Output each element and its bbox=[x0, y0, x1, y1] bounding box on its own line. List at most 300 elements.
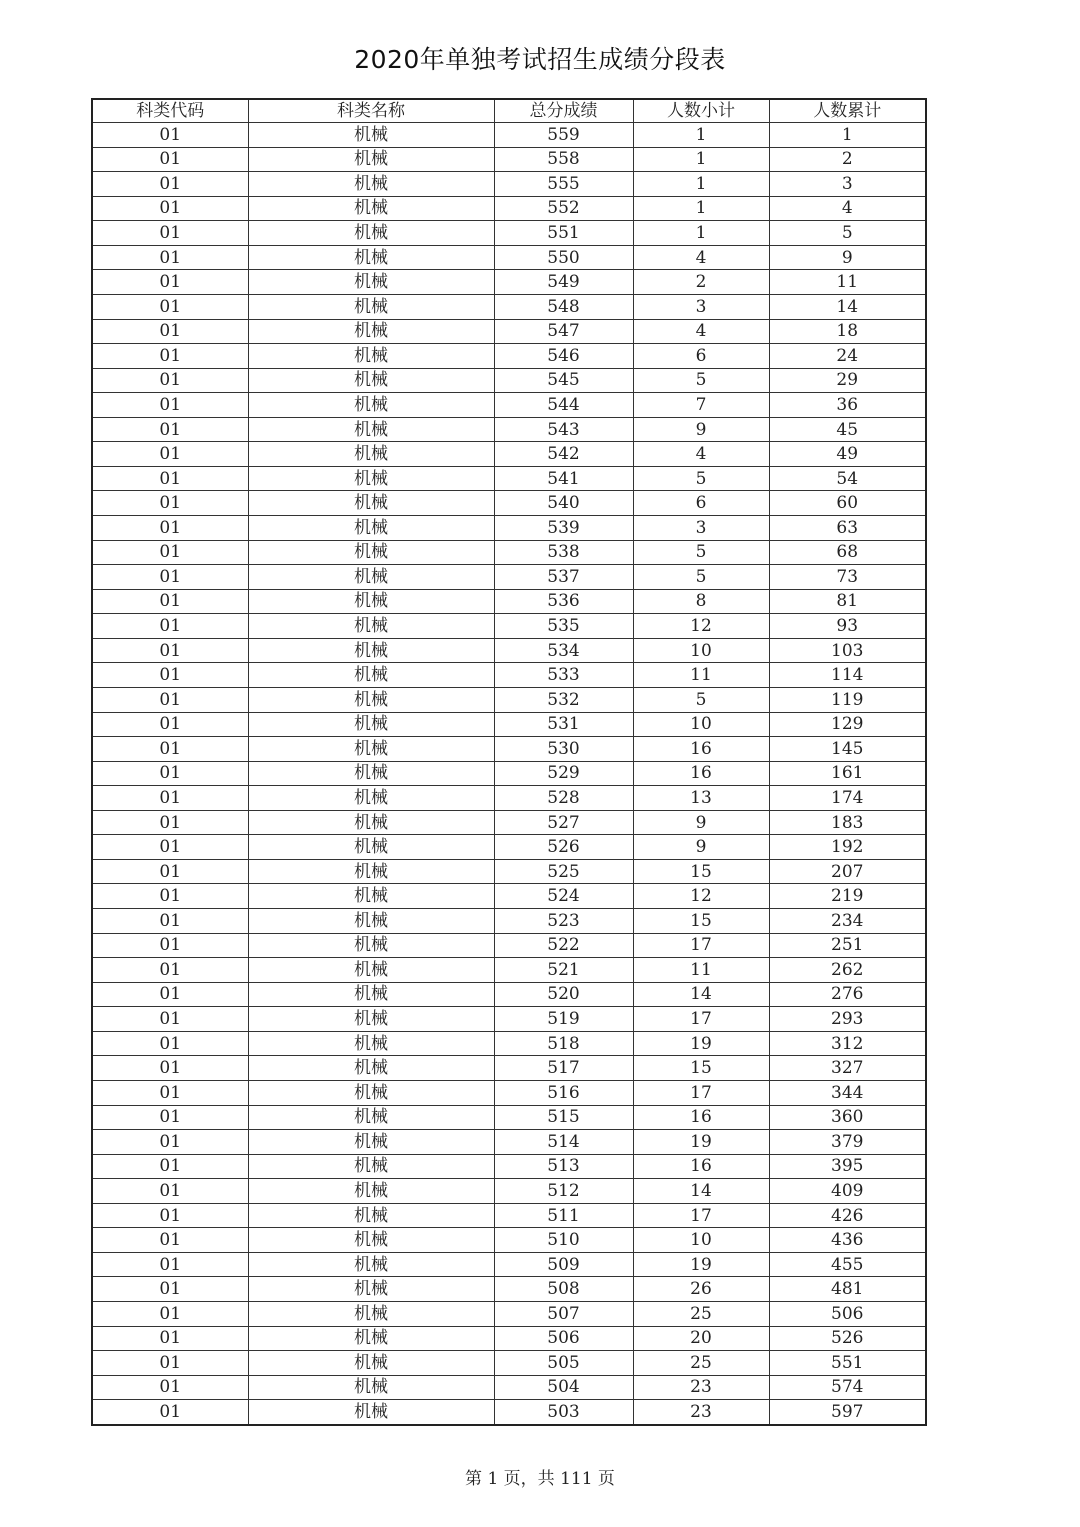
cell-count-cumulative: 14 bbox=[769, 294, 926, 319]
cell-count-cumulative: 234 bbox=[769, 909, 926, 934]
cell-total-score: 527 bbox=[494, 810, 633, 835]
cell-category-name: 机械 bbox=[248, 270, 494, 295]
cell-category-code: 01 bbox=[92, 1179, 248, 1204]
table-row bbox=[92, 835, 926, 860]
cell-category-code: 01 bbox=[92, 663, 248, 688]
table-row bbox=[92, 810, 926, 835]
cell-category-code: 01 bbox=[92, 1326, 248, 1351]
cell-count-cumulative: 293 bbox=[769, 1007, 926, 1032]
cell-category-name: 机械 bbox=[248, 589, 494, 614]
table-row bbox=[92, 147, 926, 172]
cell-category-name: 机械 bbox=[248, 1056, 494, 1081]
cell-category-code: 01 bbox=[92, 491, 248, 516]
cell-count-subtotal: 12 bbox=[633, 884, 769, 909]
cell-category-code: 01 bbox=[92, 1203, 248, 1228]
cell-count-cumulative: 119 bbox=[769, 687, 926, 712]
table-row bbox=[92, 933, 926, 958]
cell-category-code: 01 bbox=[92, 810, 248, 835]
cell-category-name: 机械 bbox=[248, 1351, 494, 1376]
cell-category-code: 01 bbox=[92, 687, 248, 712]
cell-total-score: 512 bbox=[494, 1179, 633, 1204]
cell-category-name: 机械 bbox=[248, 1154, 494, 1179]
cell-count-cumulative: 379 bbox=[769, 1130, 926, 1155]
table-row bbox=[92, 958, 926, 983]
table-row bbox=[92, 319, 926, 344]
cell-total-score: 509 bbox=[494, 1252, 633, 1277]
page-title: 2020年单独考试招生成绩分段表 bbox=[354, 45, 726, 74]
cell-total-score: 521 bbox=[494, 958, 633, 983]
cell-count-subtotal: 16 bbox=[633, 761, 769, 786]
cell-total-score: 518 bbox=[494, 1031, 633, 1056]
cell-category-code: 01 bbox=[92, 540, 248, 565]
cell-count-cumulative: 597 bbox=[769, 1400, 926, 1425]
cell-total-score: 546 bbox=[494, 344, 633, 369]
cell-count-cumulative: 9 bbox=[769, 245, 926, 270]
table-row bbox=[92, 1105, 926, 1130]
cell-total-score: 505 bbox=[494, 1351, 633, 1376]
cell-count-subtotal: 10 bbox=[633, 1228, 769, 1253]
cell-count-subtotal: 16 bbox=[633, 737, 769, 762]
cell-count-subtotal: 3 bbox=[633, 294, 769, 319]
cell-count-cumulative: 5 bbox=[769, 221, 926, 246]
cell-total-score: 511 bbox=[494, 1203, 633, 1228]
table-row bbox=[92, 540, 926, 565]
cell-category-name: 机械 bbox=[248, 344, 494, 369]
cell-total-score: 507 bbox=[494, 1302, 633, 1327]
cell-count-cumulative: 3 bbox=[769, 172, 926, 197]
cell-count-subtotal: 15 bbox=[633, 859, 769, 884]
cell-total-score: 529 bbox=[494, 761, 633, 786]
cell-category-code: 01 bbox=[92, 1154, 248, 1179]
cell-category-name: 机械 bbox=[248, 958, 494, 983]
cell-count-subtotal: 20 bbox=[633, 1326, 769, 1351]
cell-category-code: 01 bbox=[92, 909, 248, 934]
cell-category-code: 01 bbox=[92, 589, 248, 614]
cell-category-name: 机械 bbox=[248, 221, 494, 246]
cell-count-subtotal: 9 bbox=[633, 810, 769, 835]
cell-category-code: 01 bbox=[92, 933, 248, 958]
cell-total-score: 524 bbox=[494, 884, 633, 909]
cell-count-cumulative: 129 bbox=[769, 712, 926, 737]
cell-count-cumulative: 81 bbox=[769, 589, 926, 614]
cell-total-score: 531 bbox=[494, 712, 633, 737]
cell-category-name: 机械 bbox=[248, 1375, 494, 1400]
cell-category-name: 机械 bbox=[248, 442, 494, 467]
cell-total-score: 533 bbox=[494, 663, 633, 688]
cell-category-name: 机械 bbox=[248, 1105, 494, 1130]
cell-count-cumulative: 574 bbox=[769, 1375, 926, 1400]
cell-count-subtotal: 17 bbox=[633, 1080, 769, 1105]
cell-total-score: 513 bbox=[494, 1154, 633, 1179]
cell-count-subtotal: 16 bbox=[633, 1154, 769, 1179]
cell-category-name: 机械 bbox=[248, 245, 494, 270]
cell-category-code: 01 bbox=[92, 1252, 248, 1277]
table-row bbox=[92, 1302, 926, 1327]
cell-total-score: 547 bbox=[494, 319, 633, 344]
cell-total-score: 517 bbox=[494, 1056, 633, 1081]
cell-count-cumulative: 29 bbox=[769, 368, 926, 393]
cell-category-code: 01 bbox=[92, 712, 248, 737]
cell-total-score: 525 bbox=[494, 859, 633, 884]
table-row bbox=[92, 221, 926, 246]
table-row bbox=[92, 393, 926, 418]
cell-count-cumulative: 409 bbox=[769, 1179, 926, 1204]
cell-category-name: 机械 bbox=[248, 1203, 494, 1228]
cell-category-name: 机械 bbox=[248, 393, 494, 418]
table-row bbox=[92, 368, 926, 393]
cell-count-subtotal: 19 bbox=[633, 1031, 769, 1056]
cell-total-score: 542 bbox=[494, 442, 633, 467]
header-count-cumulative: 人数累计 bbox=[769, 99, 926, 123]
cell-count-subtotal: 12 bbox=[633, 614, 769, 639]
cell-category-code: 01 bbox=[92, 859, 248, 884]
cell-count-subtotal: 4 bbox=[633, 319, 769, 344]
cell-category-code: 01 bbox=[92, 245, 248, 270]
cell-count-cumulative: 526 bbox=[769, 1326, 926, 1351]
cell-count-cumulative: 327 bbox=[769, 1056, 926, 1081]
cell-category-name: 机械 bbox=[248, 982, 494, 1007]
cell-category-code: 01 bbox=[92, 123, 248, 148]
table-row bbox=[92, 270, 926, 295]
cell-category-name: 机械 bbox=[248, 761, 494, 786]
cell-category-name: 机械 bbox=[248, 1400, 494, 1425]
cell-count-cumulative: 63 bbox=[769, 516, 926, 541]
cell-count-cumulative: 183 bbox=[769, 810, 926, 835]
cell-count-subtotal: 1 bbox=[633, 172, 769, 197]
cell-total-score: 548 bbox=[494, 294, 633, 319]
cell-count-cumulative: 114 bbox=[769, 663, 926, 688]
table-row bbox=[92, 1080, 926, 1105]
cell-count-subtotal: 4 bbox=[633, 245, 769, 270]
table-row bbox=[92, 1031, 926, 1056]
table-row bbox=[92, 1375, 926, 1400]
cell-category-code: 01 bbox=[92, 638, 248, 663]
cell-category-name: 机械 bbox=[248, 909, 494, 934]
cell-category-name: 机械 bbox=[248, 417, 494, 442]
cell-count-subtotal: 23 bbox=[633, 1375, 769, 1400]
cell-count-subtotal: 1 bbox=[633, 147, 769, 172]
cell-count-cumulative: 395 bbox=[769, 1154, 926, 1179]
cell-count-cumulative: 219 bbox=[769, 884, 926, 909]
cell-total-score: 523 bbox=[494, 909, 633, 934]
cell-total-score: 543 bbox=[494, 417, 633, 442]
cell-count-subtotal: 5 bbox=[633, 687, 769, 712]
table-row bbox=[92, 1252, 926, 1277]
cell-total-score: 515 bbox=[494, 1105, 633, 1130]
cell-category-code: 01 bbox=[92, 614, 248, 639]
cell-category-name: 机械 bbox=[248, 663, 494, 688]
cell-count-subtotal: 23 bbox=[633, 1400, 769, 1425]
cell-total-score: 506 bbox=[494, 1326, 633, 1351]
cell-total-score: 528 bbox=[494, 786, 633, 811]
cell-count-subtotal: 1 bbox=[633, 221, 769, 246]
cell-count-subtotal: 4 bbox=[633, 442, 769, 467]
cell-category-code: 01 bbox=[92, 172, 248, 197]
cell-count-cumulative: 262 bbox=[769, 958, 926, 983]
cell-total-score: 508 bbox=[494, 1277, 633, 1302]
cell-category-name: 机械 bbox=[248, 540, 494, 565]
cell-count-subtotal: 25 bbox=[633, 1302, 769, 1327]
cell-category-name: 机械 bbox=[248, 1080, 494, 1105]
table-row bbox=[92, 344, 926, 369]
cell-count-cumulative: 54 bbox=[769, 466, 926, 491]
cell-count-subtotal: 1 bbox=[633, 123, 769, 148]
cell-total-score: 541 bbox=[494, 466, 633, 491]
cell-count-subtotal: 10 bbox=[633, 638, 769, 663]
table-body bbox=[92, 123, 926, 1426]
table-row bbox=[92, 516, 926, 541]
table-row bbox=[92, 245, 926, 270]
cell-count-subtotal: 5 bbox=[633, 540, 769, 565]
cell-category-code: 01 bbox=[92, 835, 248, 860]
table-row bbox=[92, 1228, 926, 1253]
cell-category-name: 机械 bbox=[248, 123, 494, 148]
cell-total-score: 550 bbox=[494, 245, 633, 270]
cell-count-cumulative: 312 bbox=[769, 1031, 926, 1056]
cell-count-subtotal: 5 bbox=[633, 565, 769, 590]
cell-category-code: 01 bbox=[92, 319, 248, 344]
cell-category-name: 机械 bbox=[248, 687, 494, 712]
table-row bbox=[92, 1400, 926, 1425]
cell-count-subtotal: 1 bbox=[633, 196, 769, 221]
table-row bbox=[92, 417, 926, 442]
cell-category-name: 机械 bbox=[248, 835, 494, 860]
cell-category-code: 01 bbox=[92, 221, 248, 246]
cell-count-cumulative: 481 bbox=[769, 1277, 926, 1302]
cell-category-name: 机械 bbox=[248, 786, 494, 811]
cell-category-name: 机械 bbox=[248, 368, 494, 393]
cell-category-name: 机械 bbox=[248, 147, 494, 172]
cell-count-cumulative: 436 bbox=[769, 1228, 926, 1253]
table-row bbox=[92, 196, 926, 221]
cell-count-subtotal: 11 bbox=[633, 663, 769, 688]
cell-total-score: 558 bbox=[494, 147, 633, 172]
cell-total-score: 504 bbox=[494, 1375, 633, 1400]
table-row bbox=[92, 663, 926, 688]
cell-count-subtotal: 8 bbox=[633, 589, 769, 614]
cell-category-code: 01 bbox=[92, 884, 248, 909]
cell-category-code: 01 bbox=[92, 1031, 248, 1056]
table-row bbox=[92, 565, 926, 590]
cell-total-score: 539 bbox=[494, 516, 633, 541]
cell-total-score: 545 bbox=[494, 368, 633, 393]
cell-total-score: 535 bbox=[494, 614, 633, 639]
cell-total-score: 530 bbox=[494, 737, 633, 762]
cell-category-code: 01 bbox=[92, 196, 248, 221]
cell-category-name: 机械 bbox=[248, 1302, 494, 1327]
table-row bbox=[92, 442, 926, 467]
cell-count-cumulative: 11 bbox=[769, 270, 926, 295]
cell-category-name: 机械 bbox=[248, 1031, 494, 1056]
cell-total-score: 510 bbox=[494, 1228, 633, 1253]
cell-category-code: 01 bbox=[92, 1130, 248, 1155]
cell-category-code: 01 bbox=[92, 417, 248, 442]
cell-total-score: 551 bbox=[494, 221, 633, 246]
header-category-code: 科类代码 bbox=[92, 99, 248, 123]
cell-count-subtotal: 6 bbox=[633, 491, 769, 516]
cell-category-name: 机械 bbox=[248, 1228, 494, 1253]
cell-category-code: 01 bbox=[92, 516, 248, 541]
cell-count-subtotal: 6 bbox=[633, 344, 769, 369]
cell-category-name: 机械 bbox=[248, 810, 494, 835]
cell-total-score: 503 bbox=[494, 1400, 633, 1425]
cell-count-subtotal: 9 bbox=[633, 417, 769, 442]
cell-category-code: 01 bbox=[92, 1302, 248, 1327]
cell-count-cumulative: 506 bbox=[769, 1302, 926, 1327]
cell-total-score: 516 bbox=[494, 1080, 633, 1105]
cell-total-score: 526 bbox=[494, 835, 633, 860]
cell-total-score: 536 bbox=[494, 589, 633, 614]
cell-count-cumulative: 45 bbox=[769, 417, 926, 442]
cell-count-subtotal: 14 bbox=[633, 982, 769, 1007]
cell-count-cumulative: 344 bbox=[769, 1080, 926, 1105]
table-row bbox=[92, 1056, 926, 1081]
cell-category-code: 01 bbox=[92, 344, 248, 369]
cell-category-code: 01 bbox=[92, 761, 248, 786]
cell-category-code: 01 bbox=[92, 1351, 248, 1376]
cell-count-cumulative: 207 bbox=[769, 859, 926, 884]
cell-category-name: 机械 bbox=[248, 294, 494, 319]
cell-category-name: 机械 bbox=[248, 884, 494, 909]
cell-count-subtotal: 17 bbox=[633, 933, 769, 958]
header-count-subtotal: 人数小计 bbox=[633, 99, 769, 123]
cell-category-name: 机械 bbox=[248, 172, 494, 197]
cell-count-subtotal: 5 bbox=[633, 466, 769, 491]
cell-category-code: 01 bbox=[92, 1007, 248, 1032]
cell-category-code: 01 bbox=[92, 1375, 248, 1400]
table-row bbox=[92, 589, 926, 614]
table-row bbox=[92, 614, 926, 639]
cell-total-score: 555 bbox=[494, 172, 633, 197]
cell-total-score: 520 bbox=[494, 982, 633, 1007]
cell-count-cumulative: 2 bbox=[769, 147, 926, 172]
cell-count-subtotal: 13 bbox=[633, 786, 769, 811]
cell-count-subtotal: 16 bbox=[633, 1105, 769, 1130]
cell-category-code: 01 bbox=[92, 982, 248, 1007]
cell-count-cumulative: 455 bbox=[769, 1252, 926, 1277]
cell-category-code: 01 bbox=[92, 1277, 248, 1302]
table-row bbox=[92, 1154, 926, 1179]
cell-total-score: 538 bbox=[494, 540, 633, 565]
cell-category-code: 01 bbox=[92, 393, 248, 418]
table-row bbox=[92, 123, 926, 148]
table-row bbox=[92, 294, 926, 319]
cell-count-cumulative: 192 bbox=[769, 835, 926, 860]
cell-count-subtotal: 15 bbox=[633, 1056, 769, 1081]
cell-category-code: 01 bbox=[92, 737, 248, 762]
cell-category-name: 机械 bbox=[248, 319, 494, 344]
cell-category-name: 机械 bbox=[248, 565, 494, 590]
table-row bbox=[92, 737, 926, 762]
table-row bbox=[92, 1130, 926, 1155]
cell-category-code: 01 bbox=[92, 1080, 248, 1105]
cell-count-cumulative: 551 bbox=[769, 1351, 926, 1376]
table-row bbox=[92, 1203, 926, 1228]
cell-category-name: 机械 bbox=[248, 1277, 494, 1302]
cell-category-code: 01 bbox=[92, 565, 248, 590]
cell-count-subtotal: 26 bbox=[633, 1277, 769, 1302]
cell-category-name: 机械 bbox=[248, 712, 494, 737]
cell-count-cumulative: 161 bbox=[769, 761, 926, 786]
cell-total-score: 552 bbox=[494, 196, 633, 221]
cell-count-cumulative: 4 bbox=[769, 196, 926, 221]
table-row bbox=[92, 884, 926, 909]
table-row bbox=[92, 786, 926, 811]
cell-category-code: 01 bbox=[92, 958, 248, 983]
cell-total-score: 537 bbox=[494, 565, 633, 590]
cell-count-cumulative: 68 bbox=[769, 540, 926, 565]
cell-count-cumulative: 60 bbox=[769, 491, 926, 516]
cell-count-subtotal: 5 bbox=[633, 368, 769, 393]
cell-count-subtotal: 14 bbox=[633, 1179, 769, 1204]
score-table bbox=[91, 98, 927, 1426]
cell-count-cumulative: 18 bbox=[769, 319, 926, 344]
cell-count-subtotal: 25 bbox=[633, 1351, 769, 1376]
table-row bbox=[92, 982, 926, 1007]
cell-total-score: 514 bbox=[494, 1130, 633, 1155]
table-row bbox=[92, 859, 926, 884]
cell-total-score: 549 bbox=[494, 270, 633, 295]
page-footer: 第 1 页，共 111 页 bbox=[465, 1469, 615, 1489]
cell-count-cumulative: 103 bbox=[769, 638, 926, 663]
cell-count-subtotal: 9 bbox=[633, 835, 769, 860]
cell-total-score: 522 bbox=[494, 933, 633, 958]
cell-count-cumulative: 145 bbox=[769, 737, 926, 762]
cell-category-name: 机械 bbox=[248, 1130, 494, 1155]
cell-category-name: 机械 bbox=[248, 638, 494, 663]
cell-count-cumulative: 1 bbox=[769, 123, 926, 148]
cell-category-name: 机械 bbox=[248, 614, 494, 639]
cell-total-score: 519 bbox=[494, 1007, 633, 1032]
cell-total-score: 534 bbox=[494, 638, 633, 663]
cell-category-code: 01 bbox=[92, 1105, 248, 1130]
cell-count-cumulative: 251 bbox=[769, 933, 926, 958]
cell-total-score: 559 bbox=[494, 123, 633, 148]
cell-count-subtotal: 19 bbox=[633, 1130, 769, 1155]
table-row bbox=[92, 761, 926, 786]
header-category-name: 科类名称 bbox=[248, 99, 494, 123]
table-row bbox=[92, 638, 926, 663]
cell-count-subtotal: 19 bbox=[633, 1252, 769, 1277]
cell-category-code: 01 bbox=[92, 1228, 248, 1253]
cell-total-score: 540 bbox=[494, 491, 633, 516]
cell-category-name: 机械 bbox=[248, 737, 494, 762]
cell-category-code: 01 bbox=[92, 147, 248, 172]
cell-category-name: 机械 bbox=[248, 466, 494, 491]
table-row bbox=[92, 712, 926, 737]
table-row bbox=[92, 172, 926, 197]
table-row bbox=[92, 1007, 926, 1032]
cell-count-cumulative: 360 bbox=[769, 1105, 926, 1130]
cell-category-code: 01 bbox=[92, 270, 248, 295]
cell-count-subtotal: 7 bbox=[633, 393, 769, 418]
cell-category-name: 机械 bbox=[248, 1179, 494, 1204]
cell-count-subtotal: 17 bbox=[633, 1203, 769, 1228]
table-row bbox=[92, 687, 926, 712]
cell-total-score: 532 bbox=[494, 687, 633, 712]
table-row bbox=[92, 1277, 926, 1302]
table-row bbox=[92, 491, 926, 516]
cell-category-code: 01 bbox=[92, 368, 248, 393]
cell-count-cumulative: 36 bbox=[769, 393, 926, 418]
cell-count-cumulative: 426 bbox=[769, 1203, 926, 1228]
cell-total-score: 544 bbox=[494, 393, 633, 418]
cell-category-code: 01 bbox=[92, 442, 248, 467]
cell-category-code: 01 bbox=[92, 1400, 248, 1425]
table-row bbox=[92, 1351, 926, 1376]
cell-category-code: 01 bbox=[92, 786, 248, 811]
cell-count-subtotal: 3 bbox=[633, 516, 769, 541]
